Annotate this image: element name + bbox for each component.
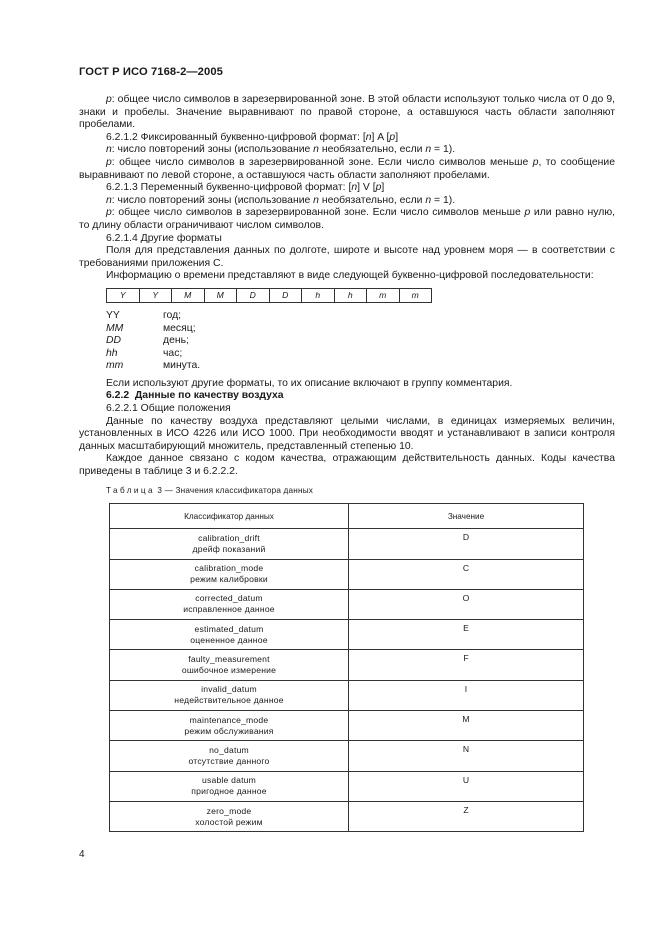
table-row: zero_mode холостой режим Z <box>110 801 584 831</box>
paragraph-quality-codes: Каждое данное связано с кодом качества, отражающим действительность данных. Коды качества приведены в таблице 3 и 6.2.2.2. <box>79 453 615 478</box>
format-cell: D <box>269 288 302 302</box>
section-6-2-1-4: 6.2.1.4 Другие форматы <box>106 232 222 244</box>
table-row: usable datum пригодное данное U <box>110 771 584 801</box>
paragraph-p-variable: p: общее число символов в зарезервированной зоне. Если число символов меньше p или равно нулю, то длину области ограничивают числом символов. <box>79 207 616 231</box>
table-row: estimated_datum оцененное данное E <box>110 620 584 650</box>
table-row: faulty_measurement ошибочное измерение F <box>110 650 584 680</box>
paragraph-air-quality: Данные по качеству воздуха представляют целыми числами, в единицах измеряемых величин, установленных в ИСО 4226 или ИСО 1000. При необходимости вводят и устанавливают в записи контроля данных масштабирующий множитель, представленный степенью 10. <box>79 415 615 452</box>
format-cell: h <box>302 288 335 302</box>
format-cell: M <box>172 288 205 302</box>
table-header-row <box>110 504 584 529</box>
table-row: calibration_mode режим калибровки C <box>110 559 584 589</box>
table-row: calibration_drift дрейф показаний D <box>110 529 584 559</box>
paragraph-p-fixed: p: общее число символов в зарезервированной зоне. Если число символов меньше p, то сообщение выравнивают по левой стороне, а оставшуюся часть области заполняют пробелами. <box>79 156 615 181</box>
paragraph-other-formats: Если используют другие форматы, то их описание включают в группу комментария. <box>106 377 513 389</box>
table-row: invalid_datum недействительное данное I <box>110 680 584 710</box>
col-header-value: Значение <box>349 504 584 529</box>
section-6-2-2-1: 6.2.2.1 Общие положения <box>106 403 231 415</box>
paragraph-n-variable: n: число повторений зоны (использование n необязательно, если n = 1). <box>106 194 456 206</box>
time-format-sequence <box>106 288 432 303</box>
page-body <box>79 94 615 832</box>
legend-row: DD день; <box>106 335 189 347</box>
format-cell: D <box>237 288 270 302</box>
table-caption: Таблица 3 — Значения классификатора данных <box>106 485 314 495</box>
format-cell: Y <box>139 288 172 302</box>
col-header-classifier: Классификатор данных <box>110 504 349 529</box>
table-row: maintenance_mode режим обслуживания M <box>110 711 584 741</box>
page-number: 4 <box>79 849 85 860</box>
paragraph-time: Информацию о времени представляют в виде следующей буквенно-цифровой последовательности: <box>106 270 594 282</box>
table-row: corrected_datum исправленное данное O <box>110 589 584 619</box>
format-cell: Y <box>107 288 140 302</box>
legend-row: YY год; <box>106 309 182 321</box>
format-cell: m <box>399 288 432 302</box>
paragraph-p-numeric: p: общее число символов в зарезервированной зоне. В этой области используют только числа от 0 до 9, знаки и пробелы. Значение выравнивают по правой стороне, а оставшуюся часть области заполняют пробелами. <box>79 94 615 131</box>
section-6-2-1-2: 6.2.1.2 Фиксированный буквенно-цифровой формат: [n] A [p] <box>106 131 399 143</box>
time-format-legend <box>106 310 615 373</box>
format-cell: M <box>204 288 237 302</box>
var-p: p <box>106 94 112 105</box>
document-header: ГОСТ Р ИСО 7168-2—2005 <box>79 66 223 78</box>
table-row: no_datum отсутствие данного N <box>110 741 584 771</box>
legend-row: mm минута. <box>106 360 201 372</box>
format-cell: h <box>334 288 367 302</box>
paragraph-n-fixed: n: число повторений зоны (использование n необязательно, если n = 1). <box>106 144 456 156</box>
legend-row: MM месяц; <box>106 322 196 334</box>
section-6-2-1-3: 6.2.1.3 Переменный буквенно-цифровой формат: [n] V [p] <box>106 182 385 194</box>
data-classifier-table <box>109 503 584 832</box>
legend-row: hh час; <box>106 347 183 359</box>
format-cell: m <box>367 288 400 302</box>
section-6-2-2: 6.2.2 Данные по качеству воздуха <box>106 390 284 402</box>
paragraph-geo: Поля для представления данных по долготе, широте и высоте над уровнем моря — в соответствии с требованиями приложения С. <box>79 245 615 269</box>
